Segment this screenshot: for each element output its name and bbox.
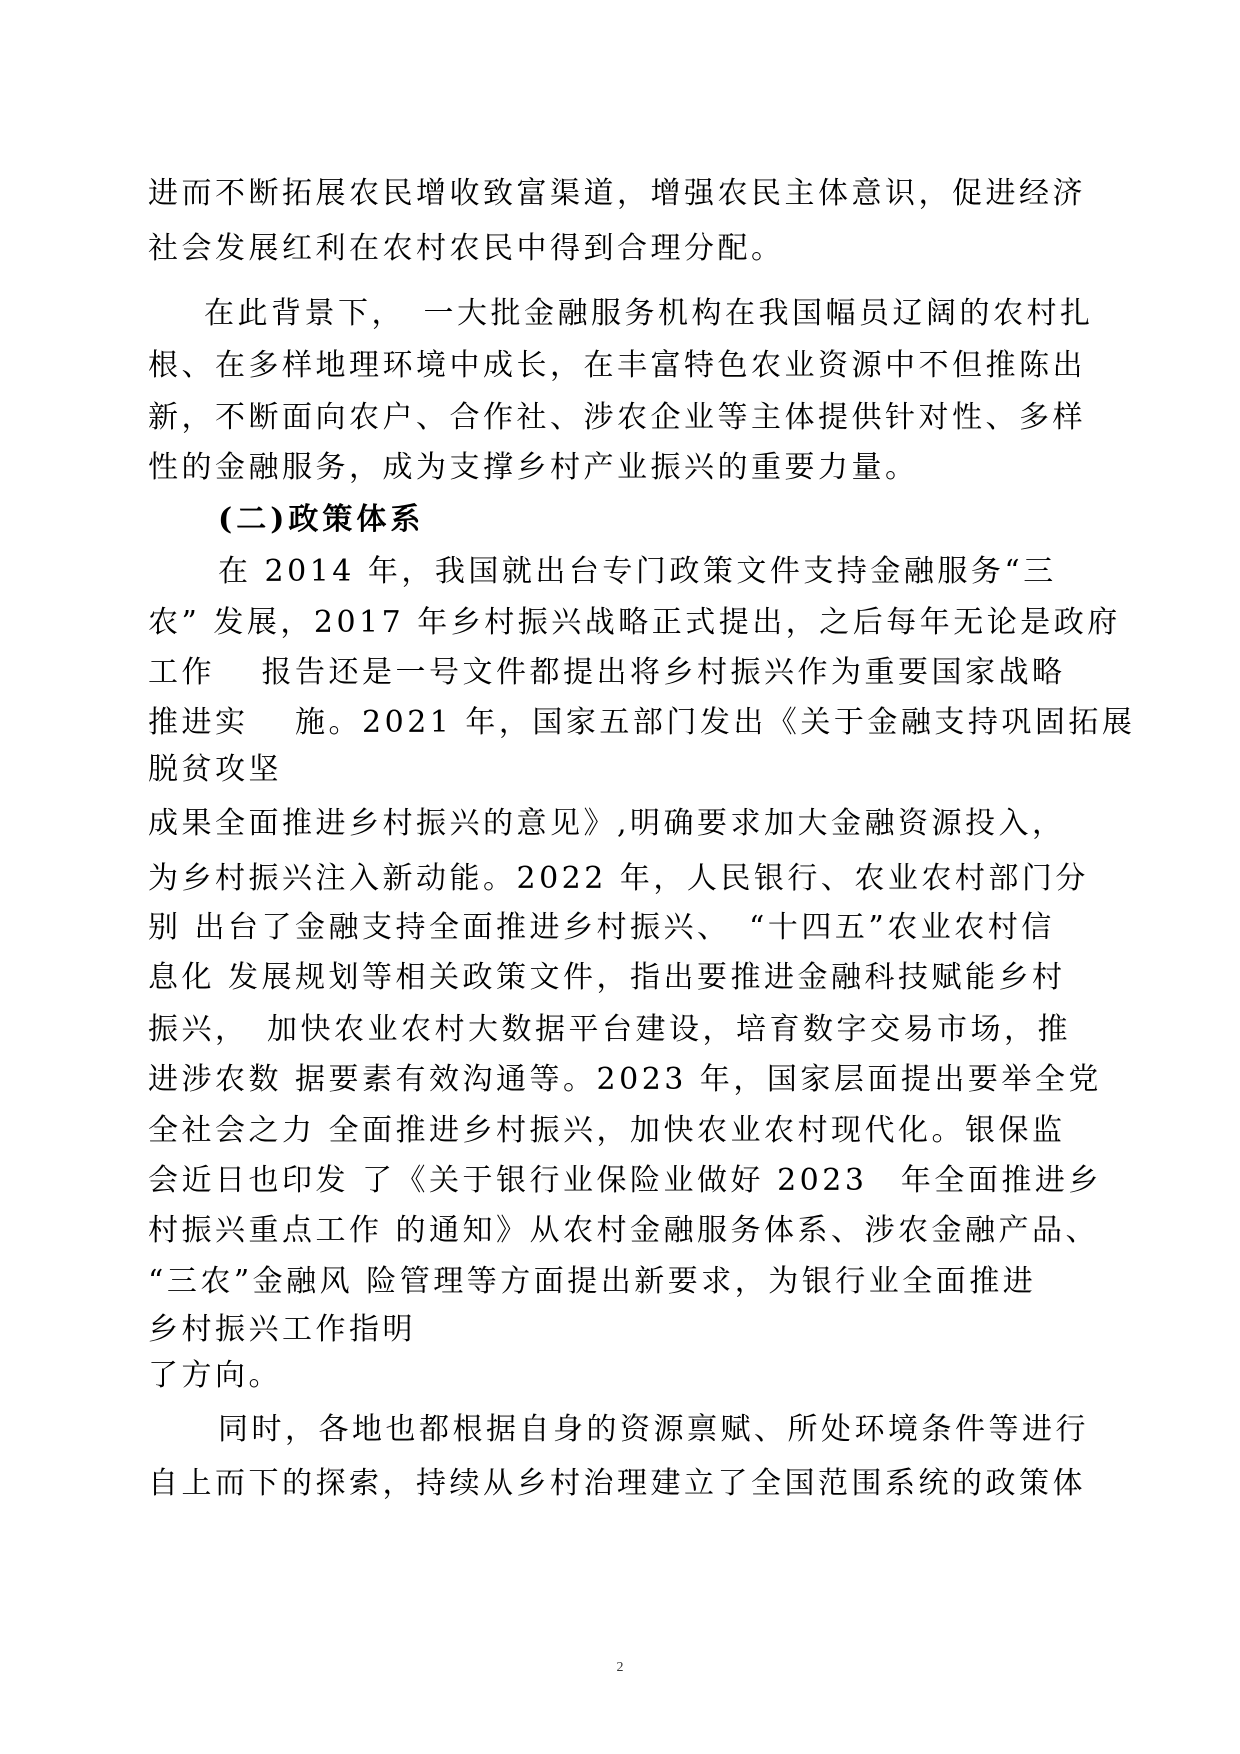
body-text-line: 同时，各地也都根据自身的资源禀赋、所处环境条件等进行 <box>218 1412 1089 1447</box>
page-number: 2 <box>616 1660 624 1675</box>
body-text-line: 在 2014 年，我国就出台专门政策文件支持金融服务“三 <box>218 554 1057 589</box>
body-text-line: 成果全面推进乡村振兴的意见》,明确要求加大金融资源投入， <box>148 806 1066 841</box>
body-text-line: 在此背景下， 一大批金融服务机构在我国幅员辽阔的农村扎 <box>204 296 1094 331</box>
body-text-line: 新，不断面向农户、合作社、涉农企业等主体提供针对性、多样 <box>148 400 1086 435</box>
body-text-line: 社会发展红利在农村农民中得到合理分配。 <box>148 231 785 266</box>
body-text-line: 脱贫攻坚 <box>148 752 282 787</box>
body-text-line: 根、在多样地理环境中成长，在丰富特色农业资源中不但推陈出 <box>148 348 1086 383</box>
body-text-line: “三农”金融风 险管理等方面提出新要求，为银行业全面推进 <box>148 1264 1037 1299</box>
body-text-line: 进涉农数 据要素有效沟通等。2023 年，国家层面提出要举全党 <box>148 1062 1102 1097</box>
section-heading: (二)政策体系 <box>218 502 425 537</box>
body-text-line: 农” 发展，2017 年乡村振兴战略正式提出，之后每年无论是政府 <box>148 605 1121 640</box>
body-text-line: 全社会之力 全面推进乡村振兴，加快农业农村现代化。银保监 <box>148 1113 1066 1148</box>
body-text-line: 振兴， 加快农业农村大数据平台建设，培育数字交易市场，推 <box>148 1012 1071 1047</box>
body-text-line: 别 出台了金融支持全面推进乡村振兴、 “十四五”农业农村信 <box>148 910 1055 945</box>
body-text-line: 村振兴重点工作 的通知》从农村金融服务体系、涉农金融产品、 <box>148 1213 1100 1248</box>
body-text-line: 自上而下的探索，持续从乡村治理建立了全国范围系统的政策体 <box>148 1466 1086 1501</box>
body-text-line: 乡村振兴工作指明 <box>148 1312 416 1347</box>
body-text-line: 息化 发展规划等相关政策文件，指出要推进金融科技赋能乡村 <box>148 960 1066 995</box>
body-text-line: 性的金融服务，成为支撑乡村产业振兴的重要力量。 <box>148 450 919 485</box>
body-text-line: 为乡村振兴注入新动能。2022 年，人民银行、农业农村部门分 <box>148 861 1089 896</box>
body-text-line: 工作 报告还是一号文件都提出将乡村振兴作为重要国家战略 <box>148 655 1066 690</box>
body-text-line: 会近日也印发 了《关于银行业保险业做好 2023 年全面推进乡 <box>148 1163 1102 1198</box>
body-text-line: 了方向。 <box>148 1358 282 1393</box>
body-text-line: 推进实 施。2021 年，国家五部门发出《关于金融支持巩固拓展 <box>148 705 1136 740</box>
body-text-line: 进而不断拓展农民增收致富渠道，增强农民主体意识，促进经济 <box>148 176 1086 211</box>
